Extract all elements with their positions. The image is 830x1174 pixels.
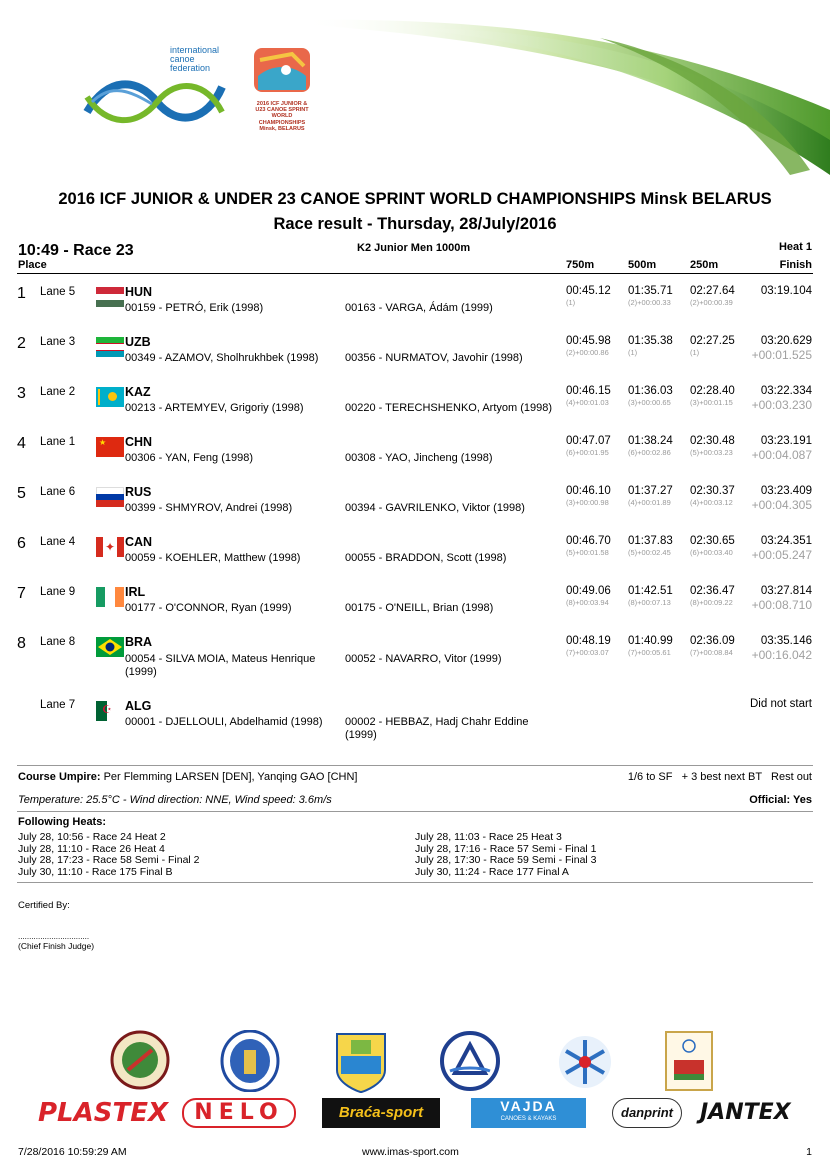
split-250-rank: (8)+00:09.22 [690,598,733,607]
heat-item: July 28, 11:10 - Race 26 Heat 4 [18,842,165,855]
footer-divider [17,811,813,812]
row-place: 4 [17,435,26,452]
split-500: 01:38.24 [628,435,673,447]
split-500: 01:37.83 [628,535,673,547]
row-lane: Lane 4 [40,536,76,548]
row-athlete-2: 00055 - BRADDON, Scott (1998) [345,552,507,564]
plastex-logo: PLASTEX [38,1098,169,1128]
race-time-number: 10:49 - Race 23 [18,242,134,259]
algeria-flag-icon: ☪ [96,701,118,721]
row-athlete-2: 00394 - GAVRILENKO, Viktor (1998) [345,502,525,514]
row-nation: KAZ [125,385,151,399]
split-250-rank: (2)+00:00.39 [690,298,733,307]
rowing-federation-emblem-icon [440,1031,500,1091]
official-status: Official: Yes [749,794,812,806]
split-500-rank: (2)+00:00.33 [628,298,671,307]
ireland-flag-icon [96,587,124,607]
split-500-rank: (6)+00:02.86 [628,448,671,457]
row-place: 3 [17,385,26,402]
signature-line: ................................ [18,932,90,941]
finish-status: Did not start [750,698,812,710]
split-750: 00:49.06 [566,585,611,597]
row-athlete-1: 00213 - ARTEMYEV, Grigoriy (1998) [125,402,304,414]
heat-item: July 28, 17:16 - Race 57 Semi - Final 1 [415,842,597,855]
row-athlete-2: 00308 - YAO, Jincheng (1998) [345,452,493,464]
umpire-label: Course Umpire: [18,771,101,783]
following-heats-right [415,832,597,878]
row-athlete-2: 00220 - TERECHSHENKO, Artyom (1998) [345,402,553,414]
following-heats-label: Following Heats: [18,816,106,828]
row-athlete-1: 00177 - O'CONNOR, Ryan (1999) [125,602,292,614]
heat-item: July 30, 11:24 - Race 177 Final A [415,865,569,878]
print-timestamp: 7/28/2016 10:59:29 AM [18,1146,127,1158]
split-250: 02:30.65 [690,535,735,547]
split-250-rank: (4)+00:03.12 [690,498,733,507]
row-nation: CAN [125,535,153,549]
row-nation: HUN [125,285,153,299]
row-athlete-1: 00399 - SHMYROV, Andrei (1998) [125,502,293,514]
minsk-coat-of-arms-icon [220,1030,280,1092]
vajda-logo [471,1098,586,1128]
finish-gap: +00:03.230 [751,398,812,412]
braca-sport-logo: Braća-sport [322,1098,440,1128]
split-500: 01:36.03 [628,385,673,397]
uzbekistan-flag-icon [96,337,124,357]
row-nation: BRA [125,635,153,649]
split-750: 00:46.70 [566,535,611,547]
kazakhstan-flag-icon [96,387,124,407]
progression-rule: 1/6 to SF + 3 best next BT Rest out [627,771,812,783]
hungary-flag-icon [96,287,124,307]
split-250: 02:30.37 [690,485,735,497]
split-500: 01:37.27 [628,485,673,497]
row-nation: ALG [125,699,152,713]
split-250-rank: (6)+00:03.40 [690,548,733,557]
heat-item: July 28, 17:23 - Race 58 Semi - Final 2 [18,854,200,866]
document-title: 2016 ICF JUNIOR & UNDER 23 CANOE SPRINT WORLD CHAMPIONSHIPS Minsk BELARUS [58,190,772,208]
row-place: 6 [17,535,26,552]
split-250: 02:28.40 [690,385,735,397]
row-athlete-1: 00001 - DJELLOULI, Abdelhamid (1998) [125,716,323,728]
row-place: 2 [17,335,26,352]
danprint-logo: danprint [612,1098,682,1128]
col-500m: 500m [628,259,657,271]
split-750: 00:45.12 [566,285,611,297]
icf-logo-text: international canoe federation [170,45,220,73]
row-athlete-2: 00175 - O'NEILL, Brian (1998) [345,602,494,614]
nelo-logo: NELO [182,1098,296,1128]
canada-flag-icon: ✦ [96,537,124,557]
result-row [0,585,830,635]
footer-divider [17,882,813,883]
split-250-rank: (7)+00:08.84 [690,648,733,657]
event-logo-text: 2016 ICF JUNIOR & U23 CANOE SPRINT WORLD CHAMPIONSHIPS Minsk, BELARUS [255,101,309,132]
row-athlete-1: 00059 - KOEHLER, Matthew (1998) [125,552,301,564]
vajda-wordmark: VAJDA [500,1098,557,1114]
row-nation: RUS [125,485,152,499]
finish-time: 03:35.146 [760,635,812,647]
page-number: 1 [806,1146,812,1158]
document-subtitle: Race result - Thursday, 28/July/2016 [273,215,557,233]
row-nation: CHN [125,435,153,449]
website-link[interactable]: www.imas-sport.com [362,1146,459,1158]
finish-time: 03:27.814 [760,585,812,597]
row-lane: Lane 1 [40,436,76,448]
row-lane: Lane 3 [40,336,76,348]
split-750-rank: (8)+00:03.94 [566,598,609,607]
chief-judge-label: (Chief Finish Judge) [18,941,95,951]
row-athlete-2: 00356 - NURMATOV, Javohir (1998) [345,352,523,364]
finish-time: 03:23.191 [760,435,812,447]
row-athlete-2: 00052 - NAVARRO, Vitor (1999) [345,653,502,665]
event-logo [252,46,312,132]
split-750-rank: (6)+00:01.95 [566,448,609,457]
row-place: 7 [17,585,26,602]
finish-gap: +00:01.525 [751,348,812,362]
row-lane: Lane 9 [40,586,76,598]
split-250-rank: (3)+00:01.15 [690,398,733,407]
race-heat: Heat 1 [778,241,812,253]
jantex-logo: JANTEX [700,1100,791,1125]
split-250: 02:30.48 [690,435,735,447]
result-row [0,485,830,535]
split-750: 00:48.19 [566,635,611,647]
col-finish: Finish [779,259,812,271]
result-row [0,285,830,335]
result-row [0,697,830,747]
heat-item: July 28, 11:03 - Race 25 Heat 3 [415,831,562,843]
row-athlete-2: 00002 - HEBBAZ, Hadj Chahr Eddine (1999) [345,716,529,741]
split-500-rank: (7)+00:05.61 [628,648,671,657]
split-750: 00:45.98 [566,335,611,347]
split-750-rank: (1) [566,298,576,307]
split-250-rank: (5)+00:03.23 [690,448,733,457]
heat-item: July 28, 17:30 - Race 59 Semi - Final 3 [415,854,597,866]
split-750: 00:47.07 [566,435,611,447]
olympic-committee-emblem-icon [664,1030,714,1092]
split-250: 02:27.25 [690,335,735,347]
row-athlete-1: 00306 - YAN, Feng (1998) [125,452,254,464]
split-500-rank: (1) [628,348,638,357]
split-250: 02:36.47 [690,585,735,597]
split-750-rank: (5)+00:01.58 [566,548,609,557]
china-flag-icon: ★ [96,437,124,457]
finish-gap: +00:04.087 [751,448,812,462]
sport-club-emblem-icon [110,1030,170,1090]
race-event: K2 Junior Men 1000m [357,242,471,254]
row-lane: Lane 8 [40,636,76,648]
row-lane: Lane 7 [40,699,76,711]
split-250: 02:36.09 [690,635,735,647]
row-athlete-2: 00163 - VARGA, Ádám (1999) [345,302,493,314]
split-500-rank: (4)+00:01.89 [628,498,671,507]
finish-gap: +00:08.710 [751,598,812,612]
finish-gap: +00:04.305 [751,498,812,512]
heat-item: July 28, 10:56 - Race 24 Heat 2 [18,831,166,843]
split-500: 01:40.99 [628,635,673,647]
row-place: 8 [17,635,26,652]
split-500: 01:35.71 [628,285,673,297]
icf-logo [82,42,232,128]
split-750-rank: (4)+00:01.03 [566,398,609,407]
split-500-rank: (5)+00:02.45 [628,548,671,557]
row-athlete-1: 00054 - SILVA MOIA, Mateus Henrique (1999) [125,653,316,678]
split-750-rank: (7)+00:03.07 [566,648,609,657]
result-row [0,535,830,585]
result-row [0,635,830,691]
row-nation: IRL [125,585,146,599]
following-heats-left [18,832,200,878]
certified-by: Certified By: [18,900,70,911]
split-750-rank: (2)+00:00.86 [566,348,609,357]
result-row [0,385,830,435]
split-750: 00:46.10 [566,485,611,497]
finish-gap: +00:16.042 [751,648,812,662]
finish-time: 03:22.334 [760,385,812,397]
snowflake-emblem-icon [555,1032,615,1090]
col-place: Place [18,259,47,271]
row-athlete-1: 00349 - AZAMOV, Sholhrukhbek (1998) [125,352,319,364]
finish-time: 03:20.629 [760,335,812,347]
district-shield-icon [333,1030,389,1094]
vajda-tagline: CANOES & KAYAKS [500,1116,557,1122]
split-250-rank: (1) [690,348,700,357]
russia-flag-icon [96,487,124,507]
row-lane: Lane 6 [40,486,76,498]
row-athlete-1: 00159 - PETRÓ, Erik (1998) [125,302,264,314]
split-250: 02:27.64 [690,285,735,297]
result-row [0,335,830,385]
footer-divider [17,765,813,766]
umpire-value: Per Flemming LARSEN [DEN], Yanqing GAO [CHN] [103,771,358,783]
heat-item: July 30, 11:10 - Race 175 Final B [18,865,173,878]
finish-gap: +00:05.247 [751,548,812,562]
finish-time: 03:19.104 [760,285,812,297]
split-500-rank: (3)+00:00.65 [628,398,671,407]
brazil-flag-icon [96,637,124,657]
split-500: 01:42.51 [628,585,673,597]
split-500: 01:35.38 [628,335,673,347]
col-750m: 750m [566,259,595,271]
row-place: 1 [17,285,26,302]
col-250m: 250m [690,259,719,271]
weather-info: Temperature: 25.5°C - Wind direction: NNE, Wind speed: 3.6m/s [18,794,332,806]
split-750-rank: (3)+00:00.98 [566,498,609,507]
row-nation: UZB [125,335,151,349]
row-lane: Lane 5 [40,286,76,298]
split-750: 00:46.15 [566,385,611,397]
course-umpire [18,771,358,783]
row-place: 5 [17,485,26,502]
result-row [0,435,830,485]
finish-time: 03:24.351 [760,535,812,547]
finish-time: 03:23.409 [760,485,812,497]
row-lane: Lane 2 [40,386,76,398]
split-500-rank: (8)+00:07.13 [628,598,671,607]
header-divider [17,273,813,274]
